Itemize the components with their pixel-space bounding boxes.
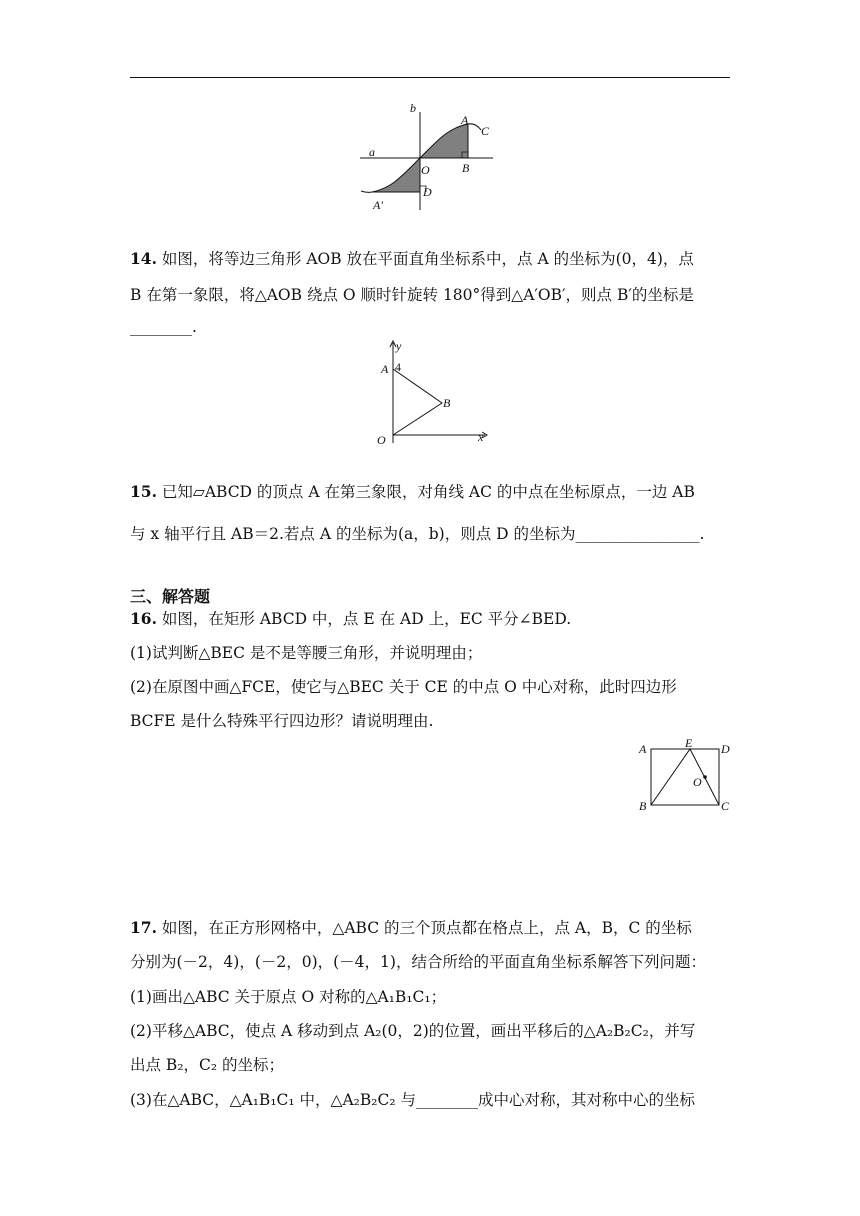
q17-line5: 出点 B₂，C₂ 的坐标； bbox=[130, 1056, 285, 1074]
label-4: 4 bbox=[395, 360, 401, 374]
q15-line2: 与 x 轴平行且 AB＝2.若点 A 的坐标为(a，b)，则点 D 的坐标为________________. bbox=[130, 525, 705, 543]
q17-line4: (2)平移△ABC，使点 A 移动到点 A₂(0，2)的位置，画出平移后的△A₂B₂C₂，并写 bbox=[130, 1022, 696, 1040]
q14-number: 14. bbox=[130, 249, 157, 268]
q16-number: 16. bbox=[130, 609, 157, 628]
q14-line2: B 在第一象限，将△AOB 绕点 O 顺时针旋转 180°得到△A′OB′，则点 B′的坐标是 bbox=[130, 286, 694, 304]
label-O: O bbox=[693, 775, 702, 789]
label-D: D bbox=[721, 742, 730, 756]
label-A-prime: A′ bbox=[373, 198, 383, 212]
label-A: A bbox=[639, 742, 647, 756]
label-D: D bbox=[423, 185, 432, 199]
label-A: A bbox=[461, 113, 469, 127]
q17-line2: 分别为(－2，4)，(－2，0)，(－4，1)，结合所给的平面直角坐标系解答下列问题： bbox=[130, 953, 706, 971]
figure-q14-triangle bbox=[365, 337, 495, 452]
label-x: x bbox=[478, 430, 484, 444]
q15-line1: 15. 已知▱ABCD 的顶点 A 在第三象限，对角线 AC 的中点在坐标原点，一边 AB bbox=[130, 482, 695, 501]
label-C: C bbox=[721, 799, 730, 813]
q17-line3: (1)画出△ABC 关于原点 O 对称的△A₁B₁C₁； bbox=[130, 988, 447, 1006]
label-y: y bbox=[396, 339, 402, 353]
q16-line4: BCFE 是什么特殊平行四边形？请说明理由. bbox=[130, 712, 434, 730]
label-A: A bbox=[381, 362, 389, 376]
figure-q16-rectangle bbox=[636, 736, 736, 816]
label-a: a bbox=[369, 145, 375, 159]
label-O: O bbox=[377, 433, 386, 447]
label-O: O bbox=[421, 163, 430, 177]
label-B: B bbox=[462, 161, 470, 175]
label-B: B bbox=[443, 396, 451, 410]
label-B: B bbox=[639, 799, 647, 813]
q14-line1: 14. 如图，将等边三角形 AOB 放在平面直角坐标系中，点 A 的坐标为(0，4)，点 bbox=[130, 249, 694, 268]
label-b: b bbox=[410, 101, 416, 115]
q16-line2: (1)试判断△BEC 是不是等腰三角形，并说明理由； bbox=[130, 644, 483, 662]
q17-line6: (3)在△ABC，△A₁B₁C₁ 中，△A₂B₂C₂ 与________成中心对称，其对称中心的坐标 bbox=[130, 1091, 695, 1109]
q17-number: 17. bbox=[130, 918, 157, 937]
top-rule bbox=[130, 77, 730, 78]
label-C: C bbox=[481, 124, 490, 138]
q15-number: 15. bbox=[130, 482, 157, 501]
q16-line3: (2)在原图中画△FCE，使它与△BEC 关于 CE 的中点 O 中心对称，此时四边形 bbox=[130, 678, 677, 696]
q16-line1: 16. 如图，在矩形 ABCD 中，点 E 在 AD 上，EC 平分∠BED. bbox=[130, 609, 572, 628]
q17-line1: 17. 如图，在正方形网格中，△ABC 的三个顶点都在格点上，点 A，B，C 的坐标 bbox=[130, 918, 692, 937]
label-E: E bbox=[685, 736, 693, 750]
figure-curve-diagram bbox=[360, 100, 500, 215]
q14-line3: ________. bbox=[130, 318, 197, 336]
section-title: 三、解答题 bbox=[130, 587, 211, 606]
